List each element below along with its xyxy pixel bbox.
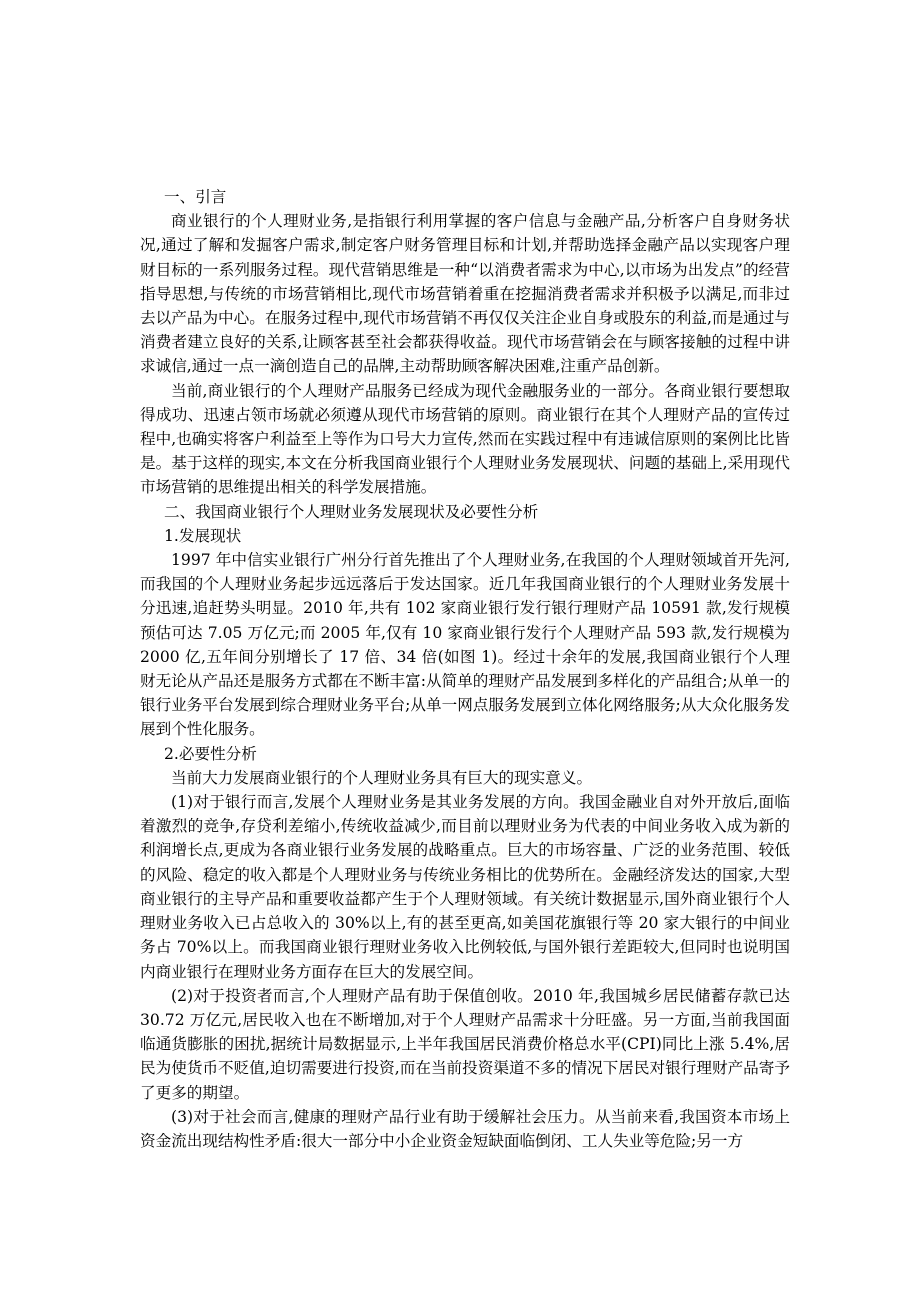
subsection-heading-status: 1.发展现状 <box>164 526 242 545</box>
paragraph-banks: (1)对于银行而言,发展个人理财业务是其业务发展的方向。我国金融业自对外开放后,面临着激烈的竞争,存贷利差缩小,传统收益减少,而目前以理财业务为代表的中间业务收入成为新的利润增长点,更成为各商业银行业务发展的战略重点。巨大的市场容量、广泛的业务范围、较低的风险、稳定的收入都是个人理财业务与传统业务相比的优势所在。金融经济发达的国家,大型商业银行的主导产品和重要收益都产生于个人理财领域。有关统计数据显示,国外商业银行个人理财业务收入已占总收入的 30%以上,有的甚至更高,如美国花旗银行等 20 家大银行的中间业务占 70%以上。而我国商业银行理财业务收入比例较低,与国外银行差距较大,但同时也说明国内商业银行在理财业务方面存在巨大的发展空间。 <box>140 793 790 981</box>
paragraph-society: (3)对于社会而言,健康的理财产品行业有助于缓解社会压力。从当前来看,我国资本市场上资金流出现结构性矛盾:很大一部分中小企业资金短缺面临倒闭、工人失业等危险;另一方 <box>140 1107 790 1150</box>
paragraph-development-status: 1997 年中信实业银行广州分行首先推出了个人理财业务,在我国的个人理财领域首开先河,而我国的个人理财业务起步远远落后于发达国家。近几年我国商业银行的个人理财业务发展十分迅速,追赶势头明显。2010 年,共有 102 家商业银行发行银行理财产品 10591 款,发行规模预估可达 7.05 万亿元;而 2005 年,仅有 10 家商业银行发行个人理财产品 593 款,发行规模为 2000 亿,五年间分别增长了 17 倍、34 倍(如图 1)。经过十余年的发展,我国商业银行个人理财无论从产品还是服务方式都在不断丰富:从简单的理财产品发展到多样化的产品组合;从单一的银行业务平台发展到综合理财业务平台;从单一网点服务发展到立体化网络服务;从大众化服务发展到个性化服务。 <box>140 551 790 739</box>
paragraph-current-situation: 当前,商业银行的个人理财产品服务已经成为现代金融服务业的一部分。各商业银行要想取得成功、迅速占领市场就必须遵从现代市场营销的原则。商业银行在其个人理财产品的宣传过程中,也确实将客户利益至上等作为口号大力宣传,然而在实践过程中有违诚信原则的案例比比皆是。基于这样的现实,本文在分析我国商业银行个人理财业务发展现状、问题的基础上,采用现代市场营销的思维提出相关的科学发展措施。 <box>140 381 790 497</box>
section-heading-introduction: 一、引言 <box>164 188 227 206</box>
paragraph-definition: 商业银行的个人理财业务,是指银行利用掌握的客户信息与金融产品,分析客户自身财务状况,通过了解和发掘客户需求,制定客户财务管理目标和计划,并帮助选择金融产品以实现客户理财目标的一系列服务过程。现代营销思维是一种“以消费者需求为中心,以市场为出发点”的经营指导思想,与传统的市场营销相比,现代市场营销着重在挖掘消费者需求并积极予以满足,而非过去以产品为中心。在服务过程中,现代市场营销不再仅仅关注企业自身或股东的利益,而是通过与消费者建立良好的关系,让顾客甚至社会都获得收益。现代市场营销会在与顾客接触的过程中讲求诚信,通过一点一滴创造自己的品牌,主动帮助顾客解决困难,注重产品创新。 <box>140 212 790 376</box>
paragraph-necessity-intro: 当前大力发展商业银行的个人理财业务具有巨大的现实意义。 <box>171 768 593 787</box>
section-heading-development: 二、我国商业银行个人理财业务发展现状及必要性分析 <box>164 502 539 521</box>
document-body <box>140 185 790 1153</box>
paragraph-investors: (2)对于投资者而言,个人理财产品有助于保值创收。2010 年,我国城乡居民储蓄存款已达 30.72 万亿元,居民收入也在不断增加,对于个人理财产品需求十分旺盛。另一方面,当前我国面临通货膨胀的困扰,据统计局数据显示,上半年我国居民消费价格总水平(CPI)同比上涨 5.4%,居民为使货币不贬值,迫切需要进行投资,而在当前投资渠道不多的情况下居民对银行理财产品寄予了更多的期望。 <box>140 986 790 1102</box>
subsection-heading-necessity: 2.必要性分析 <box>164 744 257 763</box>
